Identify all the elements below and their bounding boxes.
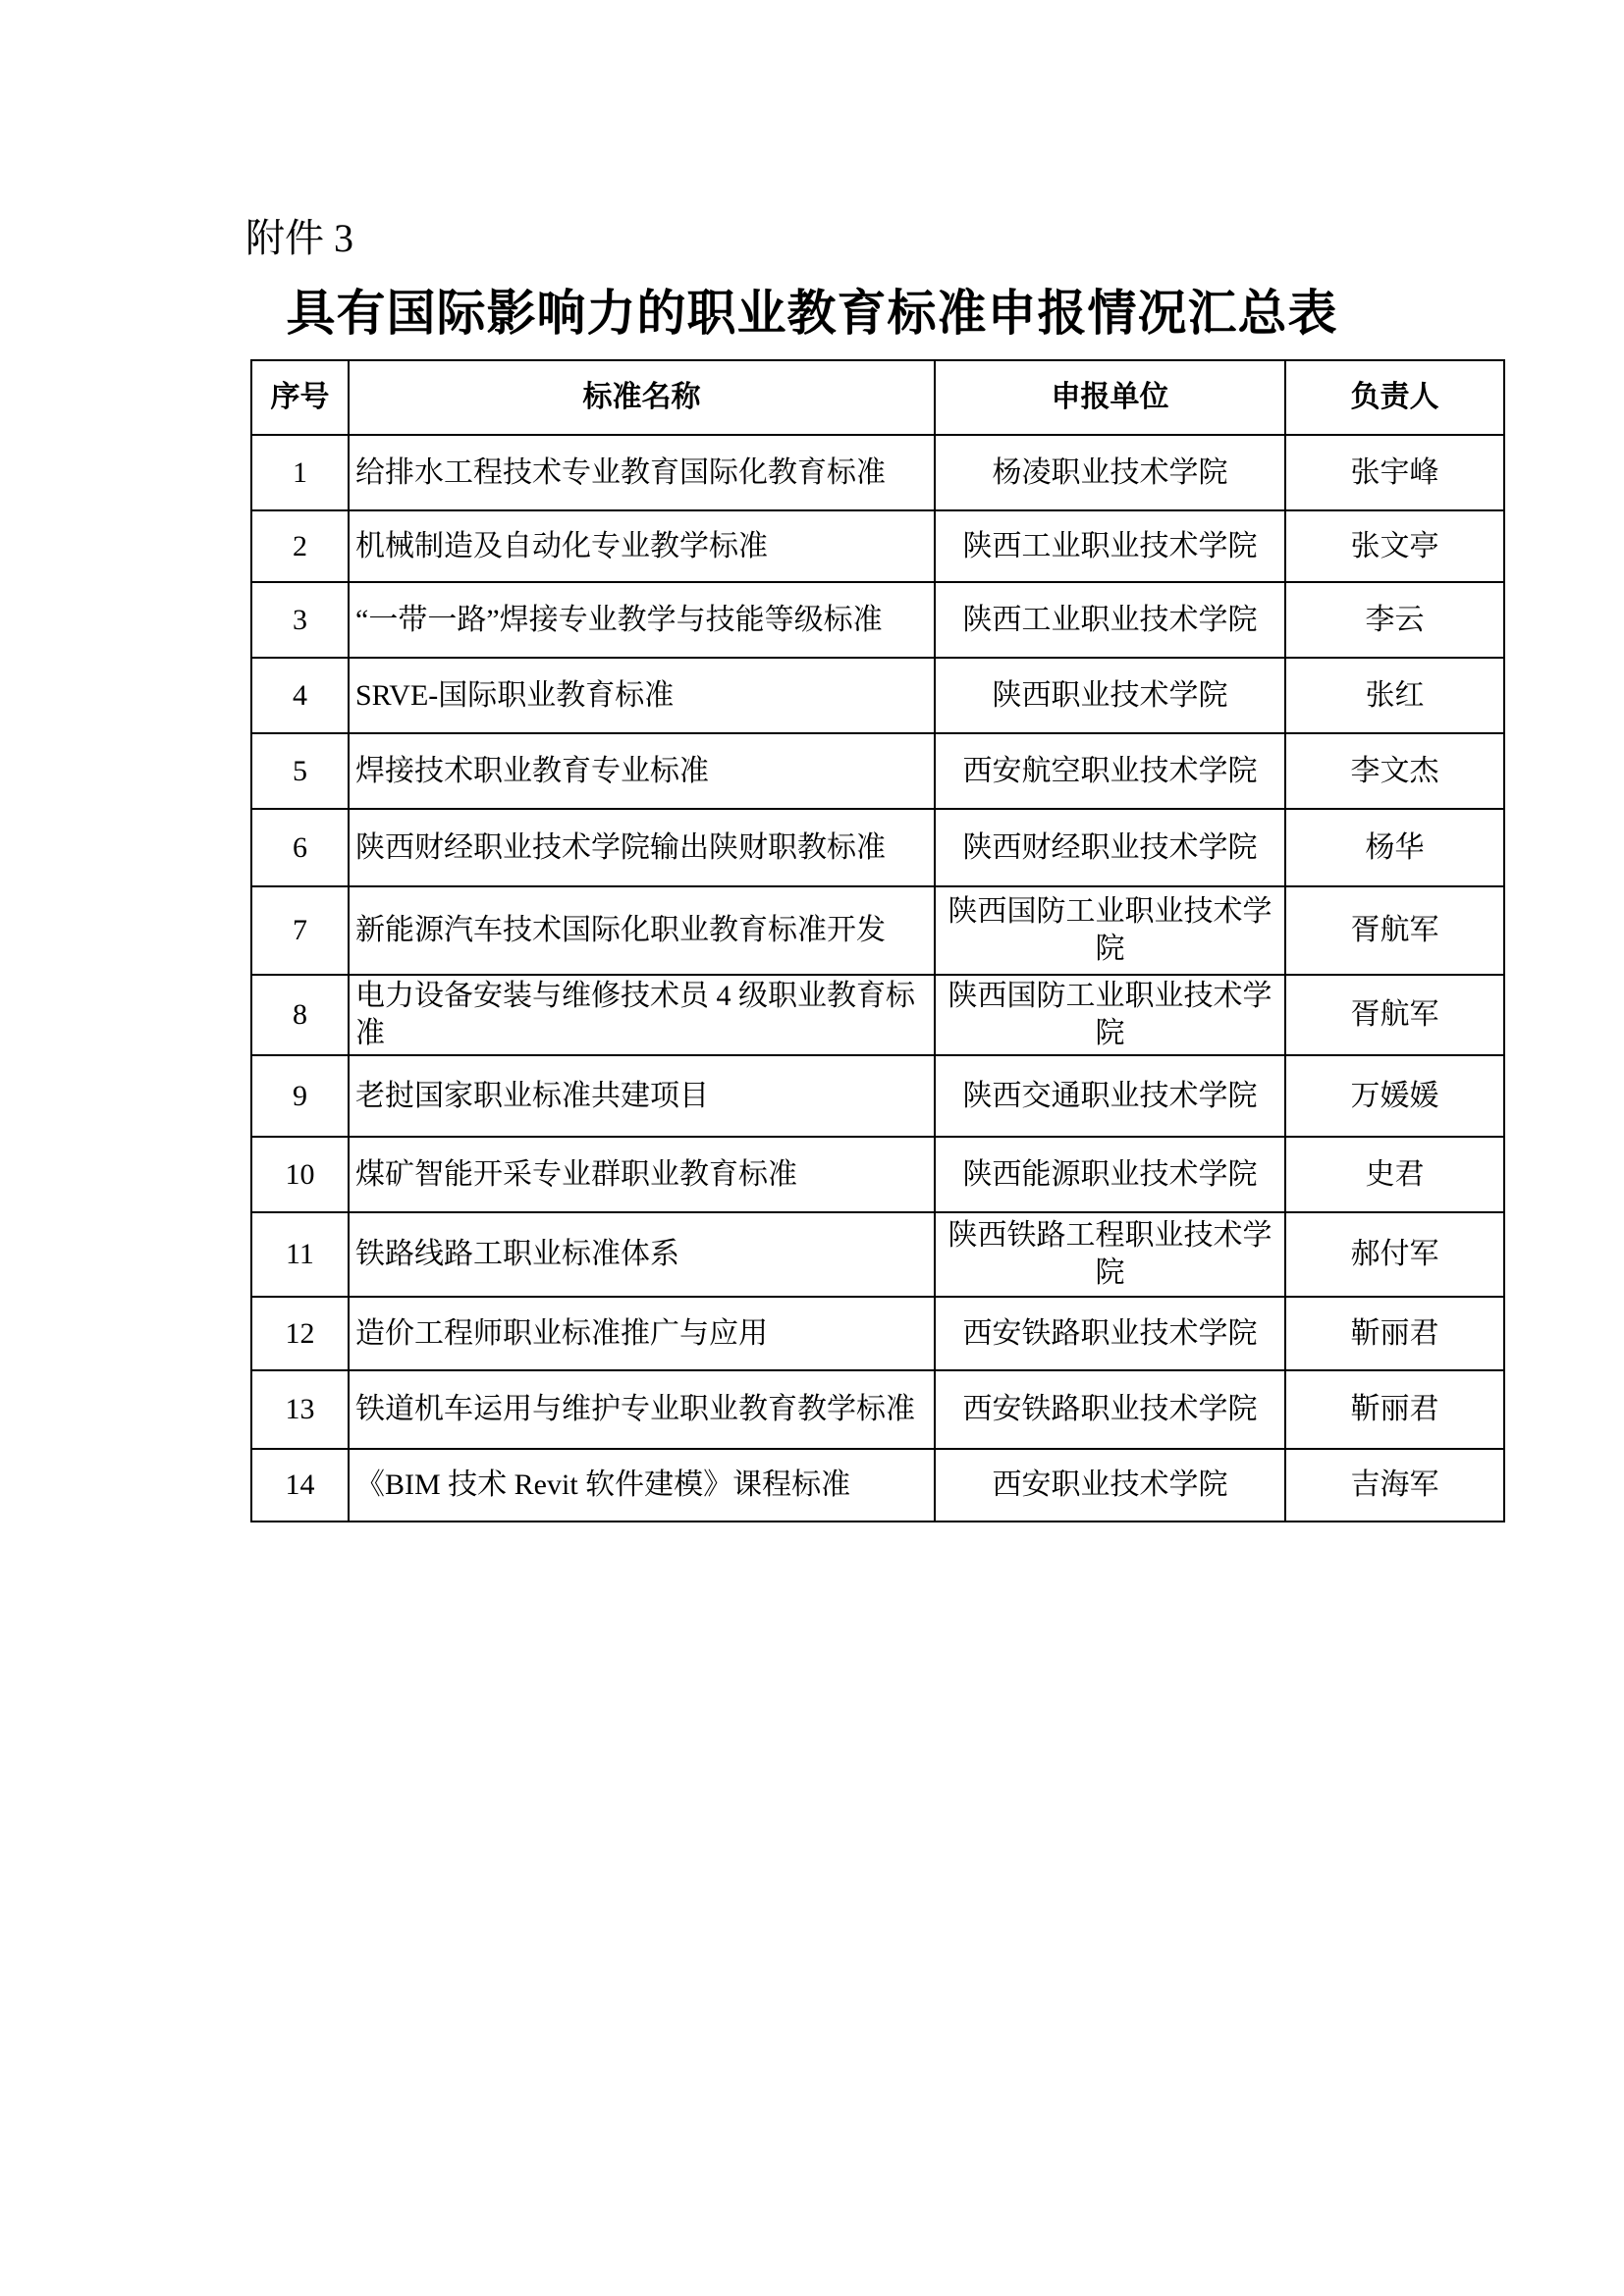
- cell-person: 吉海军: [1285, 1449, 1504, 1522]
- cell-name: 机械制造及自动化专业教学标准: [349, 510, 935, 582]
- cell-no: 7: [251, 886, 349, 975]
- table-row: [251, 658, 1504, 733]
- cell-name: 铁道机车运用与维护专业职业教育教学标准: [349, 1370, 935, 1449]
- cell-name: 煤矿智能开采专业群职业教育标准: [349, 1137, 935, 1212]
- cell-name: 《BIM 技术 Revit 软件建模》课程标准: [349, 1449, 935, 1522]
- table-row: [251, 809, 1504, 886]
- cell-unit: 陕西工业职业技术学院: [935, 582, 1285, 658]
- cell-no: 3: [251, 582, 349, 658]
- cell-name: 新能源汽车技术国际化职业教育标准开发: [349, 886, 935, 975]
- cell-unit: 陕西国防工业职业技术学院: [935, 886, 1285, 975]
- table-row: [251, 1297, 1504, 1370]
- cell-name: “一带一路”焊接专业教学与技能等级标准: [349, 582, 935, 658]
- cell-name: SRVE-国际职业教育标准: [349, 658, 935, 733]
- cell-unit: 西安铁路职业技术学院: [935, 1370, 1285, 1449]
- cell-unit: 陕西职业技术学院: [935, 658, 1285, 733]
- summary-table: [250, 359, 1505, 1522]
- cell-no: 10: [251, 1137, 349, 1212]
- table-row: [251, 975, 1504, 1055]
- cell-unit: 陕西国防工业职业技术学院: [935, 975, 1285, 1055]
- table-row: [251, 1212, 1504, 1297]
- cell-no: 9: [251, 1055, 349, 1137]
- cell-unit: 西安航空职业技术学院: [935, 733, 1285, 809]
- cell-unit: 西安职业技术学院: [935, 1449, 1285, 1522]
- table-row: [251, 435, 1504, 510]
- header-cell-name: 标准名称: [349, 360, 935, 435]
- cell-person: 杨华: [1285, 809, 1504, 886]
- table-row: [251, 1055, 1504, 1137]
- cell-name: 陕西财经职业技术学院输出陕财职教标准: [349, 809, 935, 886]
- cell-name: 铁路线路工职业标准体系: [349, 1212, 935, 1297]
- cell-no: 1: [251, 435, 349, 510]
- table-row: [251, 886, 1504, 975]
- cell-person: 胥航军: [1285, 975, 1504, 1055]
- document-title: 具有国际影响力的职业教育标准申报情况汇总表: [286, 286, 1338, 341]
- cell-no: 4: [251, 658, 349, 733]
- cell-person: 靳丽君: [1285, 1370, 1504, 1449]
- cell-person: 李文杰: [1285, 733, 1504, 809]
- cell-unit: 陕西工业职业技术学院: [935, 510, 1285, 582]
- table-row: [251, 1137, 1504, 1212]
- cell-no: 5: [251, 733, 349, 809]
- cell-person: 张红: [1285, 658, 1504, 733]
- cell-name: 给排水工程技术专业教育国际化教育标准: [349, 435, 935, 510]
- header-cell-person: 负责人: [1285, 360, 1504, 435]
- cell-unit: 陕西财经职业技术学院: [935, 809, 1285, 886]
- table-row: [251, 582, 1504, 658]
- attachment-label: 附件 3: [245, 216, 353, 260]
- cell-no: 14: [251, 1449, 349, 1522]
- cell-unit: 陕西能源职业技术学院: [935, 1137, 1285, 1212]
- cell-person: 靳丽君: [1285, 1297, 1504, 1370]
- cell-no: 6: [251, 809, 349, 886]
- cell-person: 张文亭: [1285, 510, 1504, 582]
- cell-person: 万媛媛: [1285, 1055, 1504, 1137]
- table-row: [251, 1370, 1504, 1449]
- cell-name: 老挝国家职业标准共建项目: [349, 1055, 935, 1137]
- cell-name: 焊接技术职业教育专业标准: [349, 733, 935, 809]
- table-row: [251, 510, 1504, 582]
- table-row: [251, 1449, 1504, 1522]
- cell-no: 12: [251, 1297, 349, 1370]
- cell-person: 史君: [1285, 1137, 1504, 1212]
- cell-no: 8: [251, 975, 349, 1055]
- cell-no: 11: [251, 1212, 349, 1297]
- cell-person: 李云: [1285, 582, 1504, 658]
- cell-name: 电力设备安装与维修技术员 4 级职业教育标准: [349, 975, 935, 1055]
- table-header-row: [251, 360, 1504, 435]
- cell-person: 郝付军: [1285, 1212, 1504, 1297]
- cell-unit: 陕西铁路工程职业技术学院: [935, 1212, 1285, 1297]
- cell-unit: 杨凌职业技术学院: [935, 435, 1285, 510]
- table-row: [251, 733, 1504, 809]
- cell-name: 造价工程师职业标准推广与应用: [349, 1297, 935, 1370]
- cell-unit: 陕西交通职业技术学院: [935, 1055, 1285, 1137]
- header-cell-no: 序号: [251, 360, 349, 435]
- header-cell-unit: 申报单位: [935, 360, 1285, 435]
- cell-no: 13: [251, 1370, 349, 1449]
- cell-no: 2: [251, 510, 349, 582]
- cell-person: 张宇峰: [1285, 435, 1504, 510]
- cell-person: 胥航军: [1285, 886, 1504, 975]
- cell-unit: 西安铁路职业技术学院: [935, 1297, 1285, 1370]
